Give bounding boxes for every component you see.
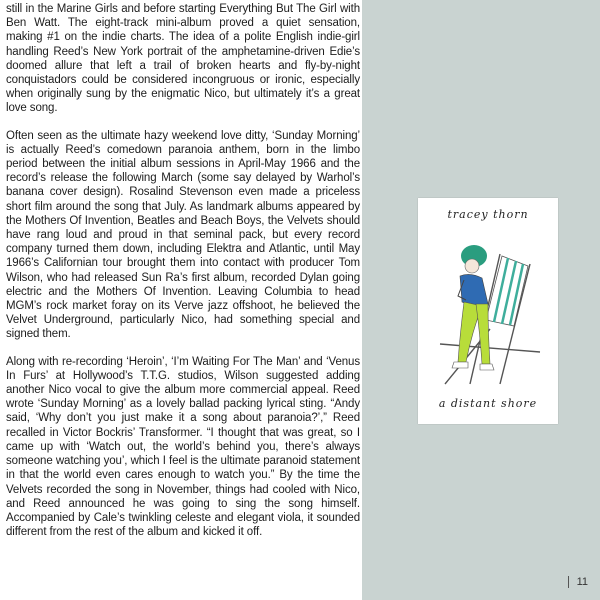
paragraph-1: still in the Marine Girls and before starting Everything But The Girl with Ben Watt. The eight-track mini-album proved a quiet sensation, making #1 on the indie charts. The idea of a polite English indie-girl handling Reed’s New York portrait of the amphetamine-driven Edie’s doomed allure that left a trail of broken hearts and fly-by-night conquistadors could be considered incongruous or ironic, especially when originally sung by the enigmatic Nico, but ultimately it’s a great love song. [6, 3, 360, 115]
album-artist: tracey thorn [447, 208, 529, 221]
deckchair-illustration [430, 234, 546, 394]
paragraph-2: Often seen as the ultimate hazy weekend love ditty, ‘Sunday Morning’ is actually Reed’s comedown paranoia anthem, born in the limbo period between the initial album sessions in April-May 1966 and the record’s release the following March (some say delayed by Warhol’s banana cover design). Rosalind Stevenson even made a priceless short film around the song that July. As landmark albums appeared by the Mothers Of Invention, Beatles and Beach Boys, the Velvets should have rang loud and proud in that seminal pack, but every record company turned them down, including Elektra and Atlantic, until May 1966’s Californian tour brought them into contact with producer Tom Wilson, who had released Sun Ra’s first album, recorded Dylan going electric and the Mothers Of Invention. Leaving Columbia to head MGM’s rock market foray on its Verve jazz offshoot, he believed the Velvet Underground, particularly Nico, had something special and signed them. [6, 129, 360, 341]
paragraph-3: Along with re-recording ‘Heroin’, ‘I’m Waiting For The Man’ and ‘Venus In Furs’ at Hollywood’s T.T.G. studios, Wilson suggested adding another Nico vocal to give the album more commercial appeal. Reed wrote ‘Sunday Morning’ as a lovely ballad packing lyrical sting. “Andy said, ‘Why don’t you just make it a song about paranoia?’,” Reed recalled in Victor Bockris’ Transformer. “I thought that was great, so I came up with ‘Watch out, the world’s behind you, there’s always someone watching you’, which I feel is the ultimate paranoid statement in that the world even cares enough to watch you.” By the time the Velvets recorded the song in November, things had cooled with Nico, and Reed announced he was going to sing the song himself. Accompanied by Cale’s twinkling celeste and elegant viola, it sounded different from the rest of the album and kicked it off. [6, 355, 360, 539]
page-number: 11 [568, 576, 588, 588]
album-title: a distant shore [438, 397, 538, 410]
album-cover [418, 198, 558, 424]
